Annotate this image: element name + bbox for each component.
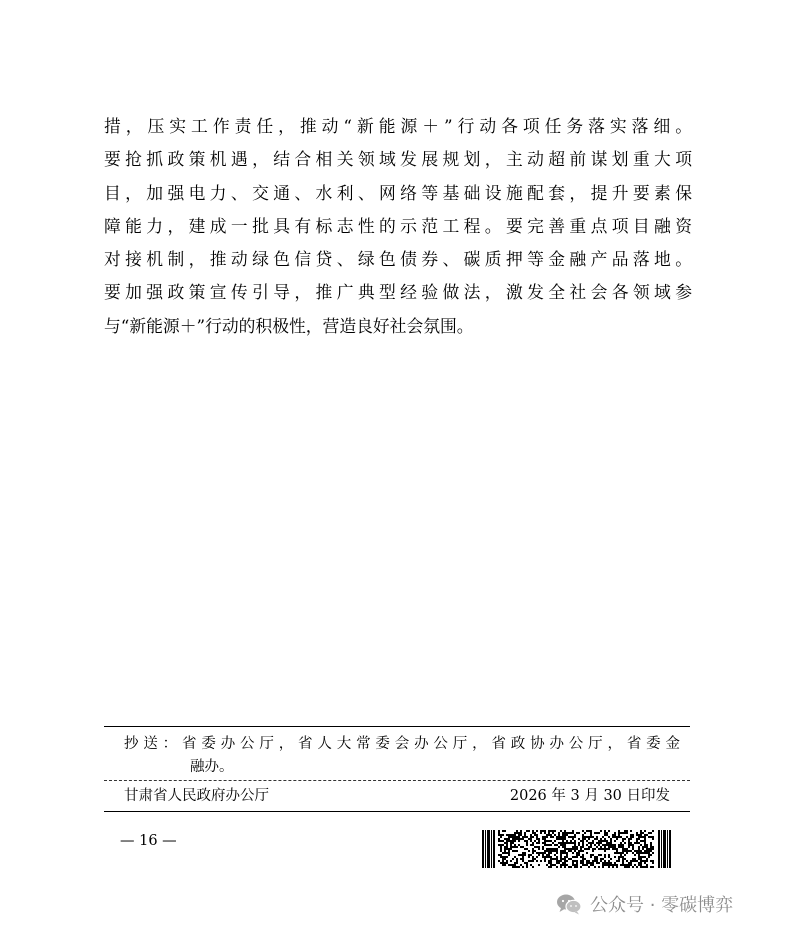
issue-date: 2026 年 3 月 30 日印发	[509, 788, 670, 804]
body-line: 对接机制，推动绿色信贷、绿色债券、碳质押等金融产品落地。	[104, 249, 692, 270]
watermark	[556, 890, 733, 918]
watermark-text: 公众号 · 零碳博弈	[590, 895, 734, 916]
page-number: — 16 —	[120, 833, 177, 849]
body-line: 要加强政策宣传引导，推广典型经验做法，激发全社会各领域参	[104, 282, 692, 303]
cc-line: 抄送：省委办公厅，省人大常委会办公厅，省政协办公厅，省委金	[124, 736, 680, 752]
cc-block	[124, 733, 680, 779]
issuer: 甘肃省人民政府办公厅	[124, 788, 269, 804]
body-line: 目，加强电力、交通、水利、网络等基础设施配套，提升要素保	[104, 182, 692, 203]
cc-line: 融办。	[190, 759, 234, 775]
body-line: 措，压实工作责任，推动“新能源＋”行动各项任务落实落细。	[104, 116, 692, 136]
body-line: 障能力，建成一批具有标志性的示范工程。要完善重点项目融资	[104, 215, 692, 236]
body-line: 与“新能源＋”行动的积极性，营造良好社会氛围。	[104, 315, 474, 336]
document-body	[104, 110, 692, 343]
footer-dashed-rule	[104, 780, 690, 781]
footer-top-rule	[104, 726, 690, 727]
wechat-icon	[556, 893, 582, 915]
barcode-graphic	[482, 830, 672, 868]
footer-bottom-rule	[104, 811, 690, 812]
body-line: 要抢抓政策机遇，结合相关领域发展规划，主动超前谋划重大项	[104, 149, 692, 170]
